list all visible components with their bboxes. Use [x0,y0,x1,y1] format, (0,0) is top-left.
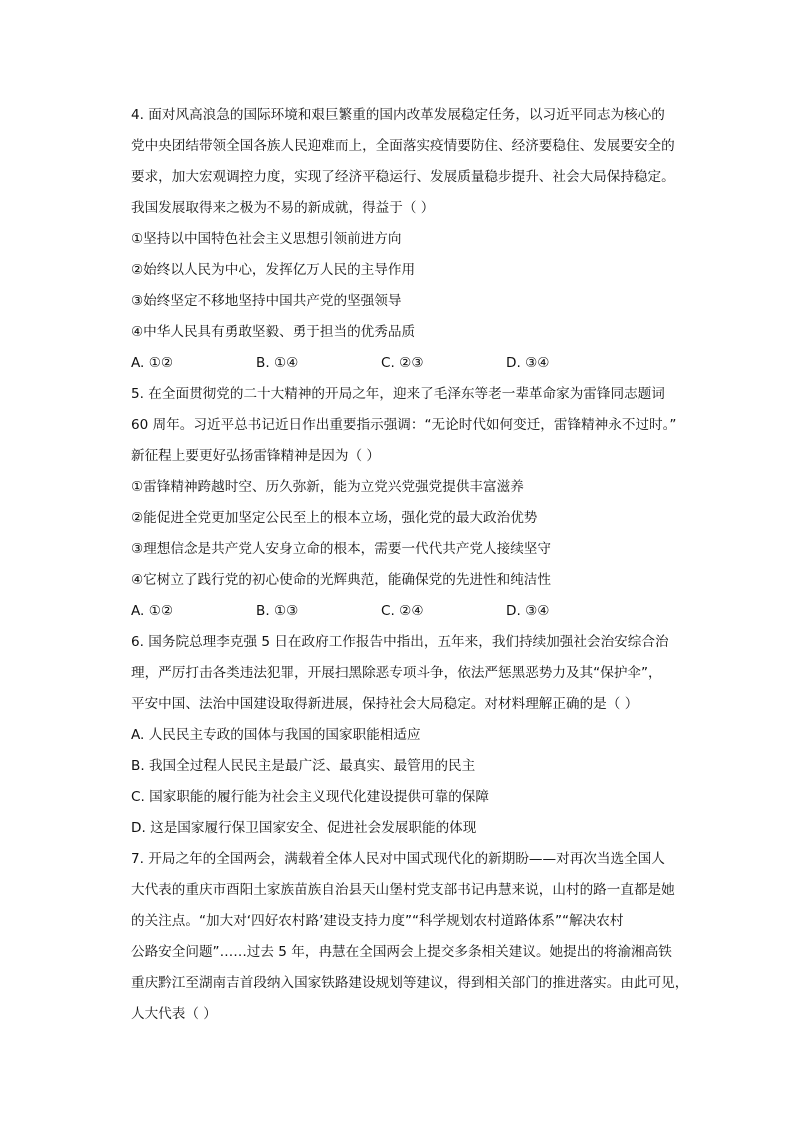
question-5-item: ①雷锋精神跨越时空、历久弥新，能为立党兴党强党提供丰富滋养 [131,479,524,495]
option-d[interactable]: D. ③④ [506,355,550,371]
question-4-options [131,348,711,379]
question-5-item: ④它树立了践行党的初心使命的光辉典范，能确保党的先进性和纯洁性 [131,572,551,588]
option-c[interactable]: C. ②④ [381,603,424,619]
option-b[interactable]: B. ①④ [256,355,299,371]
option-d[interactable]: D. 这是国家履行保卫国家安全、促进社会发展职能的体现 [131,820,477,836]
option-a[interactable]: A. ①② [131,603,174,619]
question-4-item: ③始终坚定不移地坚持中国共产党的坚强领导 [131,293,402,309]
option-c[interactable]: C. 国家职能的履行能为社会主义现代化建设提供可靠的保障 [131,789,489,805]
question-4-item: ④中华人民具有勇敢坚毅、勇于担当的优秀品质 [131,324,416,340]
question-7-stem-line: 的关注点。“加大对‘四好农村路’建设支持力度”“科学规划农村道路体系”“解决农村 [131,913,624,929]
question-7-stem-line: 大代表的重庆市酉阳土家族苗族自治县天山堡村党支部书记冉慧来说，山村的路一直都是她 [131,882,675,898]
question-5-stem-line: 60 周年。习近平总书记近日作出重要指示强调：“无论时代如何变迁，雷锋精神永不过时。” [131,417,677,433]
question-7-stem-line: 人大代表（ ） [131,1006,217,1022]
question-6-stem-line: 平安中国、法治中国建设取得新进展，保持社会大局稳定。对材料理解正确的是（ ） [131,696,639,712]
question-6-stem-line: 理，严厉打击各类违法犯罪，开展扫黑除恶专项斗争，依法严惩黑恶势力及其“保护伞”， [131,665,662,681]
question-7 [131,844,711,1030]
question-4 [131,100,711,379]
question-5-stem-line: 新征程上要更好弘扬雷锋精神是因为（ ） [131,448,381,464]
option-a[interactable]: A. 人民民主专政的国体与我国的国家职能相适应 [131,727,421,743]
question-6 [131,627,711,844]
question-4-stem-line: 党中央团结带领全国各族人民迎难而上，全面落实疫情要防住、经济要稳住、发展要安全的 [131,138,675,154]
question-5-item: ③理想信念是共产党人安身立命的根本，需要一代代共产党人接续坚守 [131,541,551,557]
question-4-stem-line: 4. 面对风高浪急的国际环境和艰巨繁重的国内改革发展稳定任务，以习近平同志为核心的 [131,107,665,123]
question-7-stem-line: 公路安全问题”……过去 5 年，冉慧在全国两会上提交多条相关建议。她提出的将渝湘高铁 [131,944,672,960]
option-c[interactable]: C. ②③ [381,355,424,371]
question-5 [131,379,711,627]
question-4-item: ②始终以人民为中心，发挥亿万人民的主导作用 [131,262,416,278]
option-d[interactable]: D. ③④ [506,603,550,619]
question-6-stem-line: 6. 国务院总理李克强 5 日在政府工作报告中指出，五年来，我们持续加强社会治安综合治 [131,634,669,650]
question-4-stem-line: 要求，加大宏观调控力度，实现了经济平稳运行、发展质量稳步提升、社会大局保持稳定。 [131,169,675,185]
question-4-item: ①坚持以中国特色社会主义思想引领前进方向 [131,231,402,247]
question-5-options [131,596,711,627]
option-b[interactable]: B. 我国全过程人民民主是最广泛、最真实、最管用的民主 [131,758,476,774]
question-5-item: ②能促进全党更加坚定公民至上的根本立场，强化党的最大政治优势 [131,510,538,526]
question-5-stem-line: 5. 在全面贯彻党的二十大精神的开局之年，迎来了毛泽东等老一辈革命家为雷锋同志题词 [131,386,665,402]
option-b[interactable]: B. ①③ [256,603,299,619]
question-7-stem-line: 7. 开局之年的全国两会，满载着全体人民对中国式现代化的新期盼——对再次当选全国人 [131,851,665,867]
question-content [131,100,711,1030]
option-a[interactable]: A. ①② [131,355,174,371]
question-7-stem-line: 重庆黔江至湖南吉首段纳入国家铁路建设规划等建议，得到相关部门的推进落实。由此可见， [131,975,689,991]
question-4-stem-line: 我国发展取得来之极为不易的新成就，得益于（ ） [131,200,435,216]
